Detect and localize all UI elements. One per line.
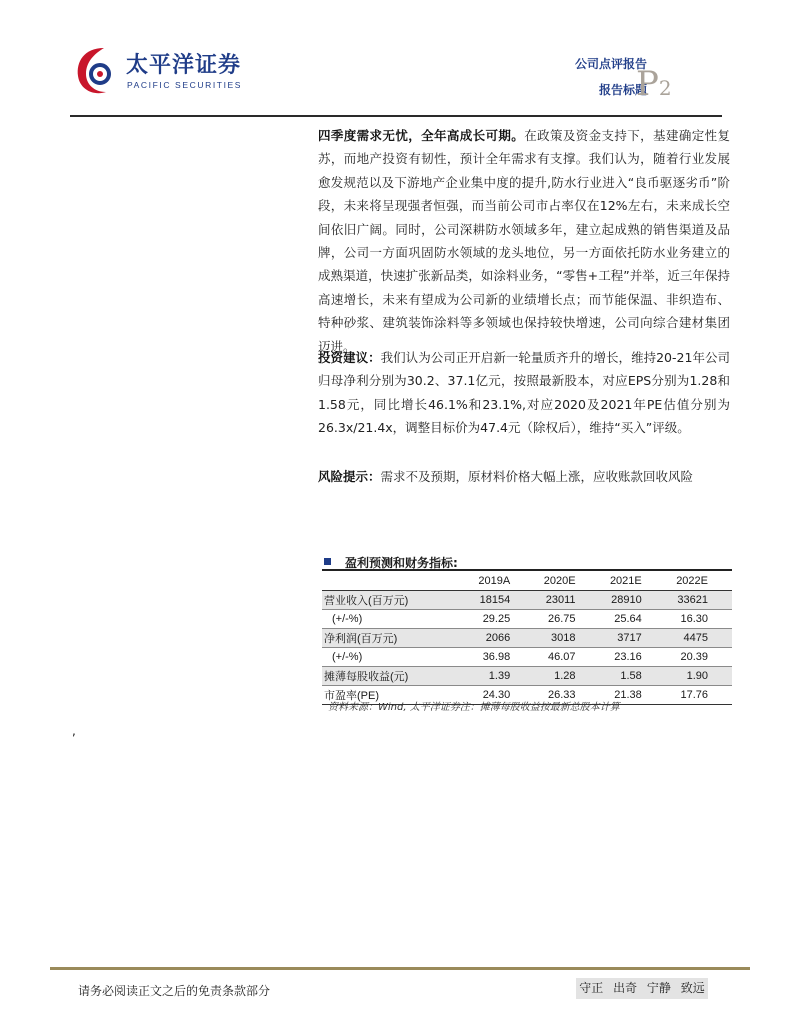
paragraph-outlook-text: 在政策及资金支持下，基建确定性复苏，而地产投资有韧性，预计全年需求有支撑。我们认为，随着行业发展愈发规范以及下游地产企业集中度的提升,防水行业进入“良币驱逐劣币”阶段，未来将呈现强者恒强，而当前公司市占率仅在12%左右，未来成长空间依旧广阔。同时，公司深耕防水领域多年，建立起成熟的销售渠道及品牌，公司一方面巩固防水领域的龙头地位，另一方面依托防水业务建立的成熟渠道，快速扩张新品类，如涂料业务，“零售+工程”并举，近三年保持高速增长，未来有望成为公司新的业绩增长点；而节能保温、非织造布、特种砂浆、建筑装饰涂料等多领域也保持较快增速，公司向综合建材集团迈进。 [318, 128, 730, 354]
table-cell: 33621 [666, 591, 732, 610]
table-row [322, 667, 732, 686]
table-cell: 17.76 [666, 686, 732, 705]
table-title-text: 盈利预测和财务指标: [345, 556, 458, 570]
table-cell: 23011 [534, 591, 599, 610]
table-cell: 21.38 [600, 686, 666, 705]
company-logo [74, 42, 244, 98]
report-title: 报告标题 [598, 83, 647, 97]
table-cell: 16.30 [666, 610, 732, 629]
header-divider [70, 115, 722, 117]
table-cell: 1.58 [600, 667, 666, 686]
row-label: 营业收入(百万元) [322, 591, 468, 610]
investment-advice-text: 我们认为公司正开启新一轮量质齐升的增长，维持20-21年公司归母净利分别为30.2、37.1亿元，按照最新股本，对应EPS分别为1.28和1.58元，同比增长46.1%和23.1%,对应2020及2021年PE估值分别为26.3x/21.4x，调整目标价为47.4元（除权后），维持“买入”评级。 [318, 350, 730, 436]
table-cell: 1.90 [666, 667, 732, 686]
row-label: (+/-%) [322, 648, 468, 667]
table-row [322, 629, 732, 648]
row-label: (+/-%) [322, 610, 468, 629]
table-row [322, 591, 732, 610]
table-cell: 3717 [600, 629, 666, 648]
table-header-row [322, 570, 732, 591]
table-cell: 1.39 [468, 667, 534, 686]
paragraph-outlook-lead: 四季度需求无忧，全年高成长可期。 [318, 128, 525, 143]
risk-lead: 风险提示： [318, 469, 381, 484]
table-cell: 36.98 [468, 648, 534, 667]
footer-motto: 守正 出奇 宁静 致远 [576, 978, 708, 999]
financial-forecast-table [322, 569, 732, 705]
page-number [636, 64, 672, 104]
footer-disclaimer: 请务必阅读正文之后的免责条款部分 [78, 984, 271, 998]
page-digit: 2 [658, 76, 672, 100]
stray-comma: , [72, 724, 76, 738]
table-cell: 25.64 [600, 610, 666, 629]
table-cell: 18154 [468, 591, 534, 610]
table-header-cell [322, 570, 468, 591]
table-cell: 4475 [666, 629, 732, 648]
paragraph-risk [318, 465, 730, 488]
table-cell: 29.25 [468, 610, 534, 629]
table-cell: 46.07 [534, 648, 599, 667]
table-header-cell: 2020E [534, 570, 599, 591]
table-row [322, 610, 732, 629]
logo-english-name: PACIFIC SECURITIES [127, 80, 243, 90]
table-source-note: 资料来源：Wind, 太平洋证券注：摊薄每股收益按最新总股本计算 [328, 702, 620, 713]
table-cell: 2066 [468, 629, 534, 648]
logo-chinese-name: 太平洋证券 [126, 52, 242, 78]
paragraph-outlook [318, 124, 730, 358]
table-header-cell: 2022E [666, 570, 732, 591]
table-cell: 20.39 [666, 648, 732, 667]
risk-text: 需求不及预期，原材料价格大幅上涨，应收账款回收风险 [380, 469, 694, 484]
table-cell: 28910 [600, 591, 666, 610]
table-row [322, 648, 732, 667]
footer-divider [50, 967, 750, 970]
table-cell: 24.30 [468, 686, 534, 705]
investment-advice-lead: 投资建议： [318, 350, 381, 365]
page-prefix: P [636, 64, 659, 104]
table-header-cell: 2019A [468, 570, 534, 591]
paragraph-investment-advice [318, 346, 730, 440]
table-cell: 26.33 [534, 686, 599, 705]
pacific-emblem-icon [74, 42, 120, 98]
report-type: 公司点评报告 [574, 57, 647, 71]
row-label: 摊薄每股收益(元) [322, 667, 468, 686]
row-label: 净利润(百万元) [322, 629, 468, 648]
table-cell: 1.28 [534, 667, 599, 686]
table-cell: 3018 [534, 629, 599, 648]
table-cell: 26.75 [534, 610, 599, 629]
table-header-cell: 2021E [600, 570, 666, 591]
row-label: 市盈率(PE) [322, 686, 468, 705]
square-bullet-icon [324, 558, 331, 565]
table-cell: 23.16 [600, 648, 666, 667]
